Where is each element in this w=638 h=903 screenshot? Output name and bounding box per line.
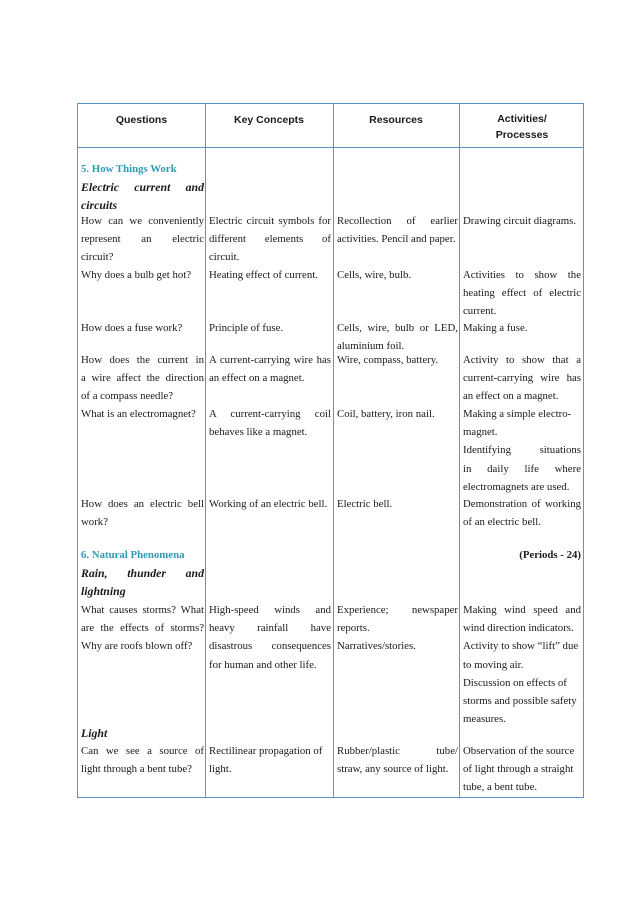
resources-cell: Cells, wire, bulb. (337, 269, 412, 281)
key-concepts-cell: Electric circuit symbols for different elements of circuit. (209, 215, 331, 264)
activities-cell: Activities to show the heating effect of electric current. (463, 269, 581, 318)
resources-cell: Wire, compass, battery. (337, 354, 439, 366)
header-activities (459, 104, 585, 148)
questions-cell: Can we see a source of light through a bent tube? (81, 745, 204, 776)
resources-cell: Experience; newspaper reports. Narratives/stories. (337, 604, 458, 653)
header-resources: Resources (369, 114, 423, 126)
key-concepts-cell: A current-carrying coil behaves like a magnet. (209, 408, 331, 439)
key-concepts-cell: A current-carrying wire has an effect on a magnet. (209, 354, 331, 385)
header-questions: Questions (115, 114, 168, 126)
key-concepts-cell: Rectilinear propagation of light. (209, 745, 323, 776)
activities-cell: Making wind speed and wind direction indicators. Activity to show “lift” due to moving air. Discussion on effects of storms and possible safety measures. (463, 604, 581, 726)
header-key-concepts: Key Concepts (233, 114, 305, 126)
resources-cell: Coil, battery, iron nail. (337, 408, 435, 420)
activities-cell: Making a simple electro- magnet. Identifying situations in daily life where electromagnets are used. (463, 408, 581, 493)
activities-cell: Activity to show that a current-carrying wire has an effect on a magnet. (463, 354, 581, 403)
questions-cell: Why does a bulb get hot? (81, 269, 192, 281)
resources-cell: Recollection of earlier activities. Pencil and paper. (337, 215, 458, 246)
topic-title: lightning (81, 584, 126, 599)
section-title: 6. Natural Phenomena (81, 549, 185, 561)
questions-cell: How does a fuse work? (81, 322, 183, 334)
questions-cell: How can we conveniently represent an electric circuit? (81, 215, 204, 264)
header-activities-line2: Processes (495, 129, 549, 141)
activities-cell: Demonstration of working of an electric bell. (463, 498, 581, 529)
topic-title: Electric current and (81, 180, 204, 194)
questions-cell: What is an electromagnet? (81, 408, 196, 420)
topic-title: Rain, thunder and (81, 566, 204, 580)
questions-cell: How does an electric bell work? (81, 498, 204, 529)
key-concepts-cell: Working of an electric bell. (209, 498, 328, 510)
activities-cell: Drawing circuit diagrams. (463, 215, 577, 227)
column-divider (333, 104, 334, 797)
topic-title: Light (81, 726, 108, 740)
table-header (78, 104, 583, 148)
resources-cell: Cells, wire, bulb or LED, aluminium foil. (337, 322, 458, 353)
syllabus-table (77, 103, 584, 798)
activities-cell: Making a fuse. (463, 322, 528, 334)
periods-label: (Periods - 24) (519, 549, 581, 561)
section-6-heading (81, 546, 204, 601)
questions-cell: What causes storms? What are the effects of storms? Why are roofs blown off? (81, 604, 204, 653)
key-concepts-cell: Principle of fuse. (209, 322, 284, 334)
key-concepts-cell: Heating effect of current. (209, 269, 318, 281)
resources-cell: Electric bell. (337, 498, 393, 510)
topic-title: circuits (81, 198, 118, 213)
section-5-heading (81, 160, 204, 215)
header-activities-line1: Activities/ (497, 113, 547, 125)
activities-cell: Observation of the source of light through a straight tube, a bent tube. (463, 745, 575, 794)
key-concepts-cell: High-speed winds and heavy rainfall have disastrous consequences for human and other life. (209, 604, 331, 671)
section-title: 5. How Things Work (81, 163, 177, 175)
column-divider (205, 104, 206, 797)
resources-cell: Rubber/plastic tube/ straw, any source of light. (337, 745, 458, 776)
column-divider (459, 104, 460, 797)
questions-cell: How does the current in a wire affect the direction of a compass needle? (81, 354, 204, 403)
